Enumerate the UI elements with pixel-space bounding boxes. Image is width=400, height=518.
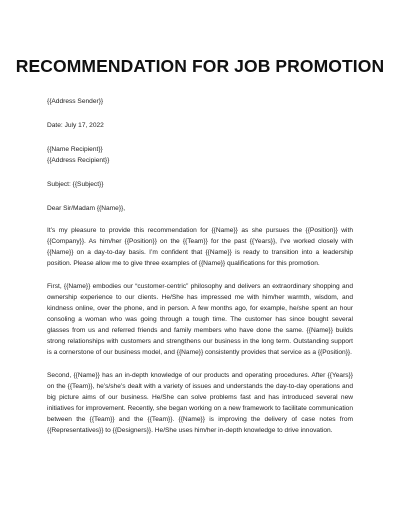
address-sender: {{Address Sender}} bbox=[47, 98, 104, 105]
letter-paragraphs bbox=[47, 225, 353, 436]
name-recipient: {{Name Recipient}} bbox=[47, 146, 103, 153]
salutation: Dear Sir/Madam {{Name}}, bbox=[47, 205, 126, 212]
letter-date: Date: July 17, 2022 bbox=[47, 122, 104, 129]
letter-body bbox=[47, 96, 353, 436]
paragraph-3: Second, {{Name}} has an in-depth knowledge of our products and operating procedures. After {{Years}} on the {{Team}}, he’s/she’s dealt with a variety of issues and understands the day-to-day operations and big picture aims of our business. He/She can solve problems fast and has introduced several new initiatives for improvement. Recently, she began working on a new framework to facilitate communication between the {{Team}} and the {{Team}}. {{Name}} is improving the delivery of case notes from {{Representatives}} to {{Designers}}. He/She uses him/her in-depth knowledge to drive innovation. bbox=[47, 372, 353, 434]
paragraph-1: It’s my pleasure to provide this recommendation for {{Name}} as she pursues the {{Position}} with {{Company}}. As him/her {{Position}} on the {{Team}} for the past {{Years}}, I’ve worked closely with {{Name}} on a day-to-day basis. I’m confident that {{Name}} is ready to transition into a leadership position. Please allow me to give three examples of {{Name}} qualifications for this promotion. bbox=[47, 227, 353, 267]
paragraph-2: First, {{Name}} embodies our “customer-centric” philosophy and delivers an extraordinary shopping and ownership experience to our clients. He/She has impressed me with him/her warmth, wisdom, and kindness online, over the phone, and in person. A few months ago, for example, he/she spent an hour consoling a woman who was going through a tough time. The customer has since bought several glasses from us and referred friends and family members who have done the same. {{Name}} builds strong relationships with customers and strengthens our business in the long term. Outstanding support is a cornerstone of our business model, and {{Name}} consistently provides that service as a {{Position}}. bbox=[47, 283, 353, 356]
address-recipient: {{Address Recipient}} bbox=[47, 157, 110, 164]
subject-line: Subject: {{Subject}} bbox=[47, 181, 104, 188]
document-title: RECOMMENDATION FOR JOB PROMOTION bbox=[15, 56, 385, 76]
